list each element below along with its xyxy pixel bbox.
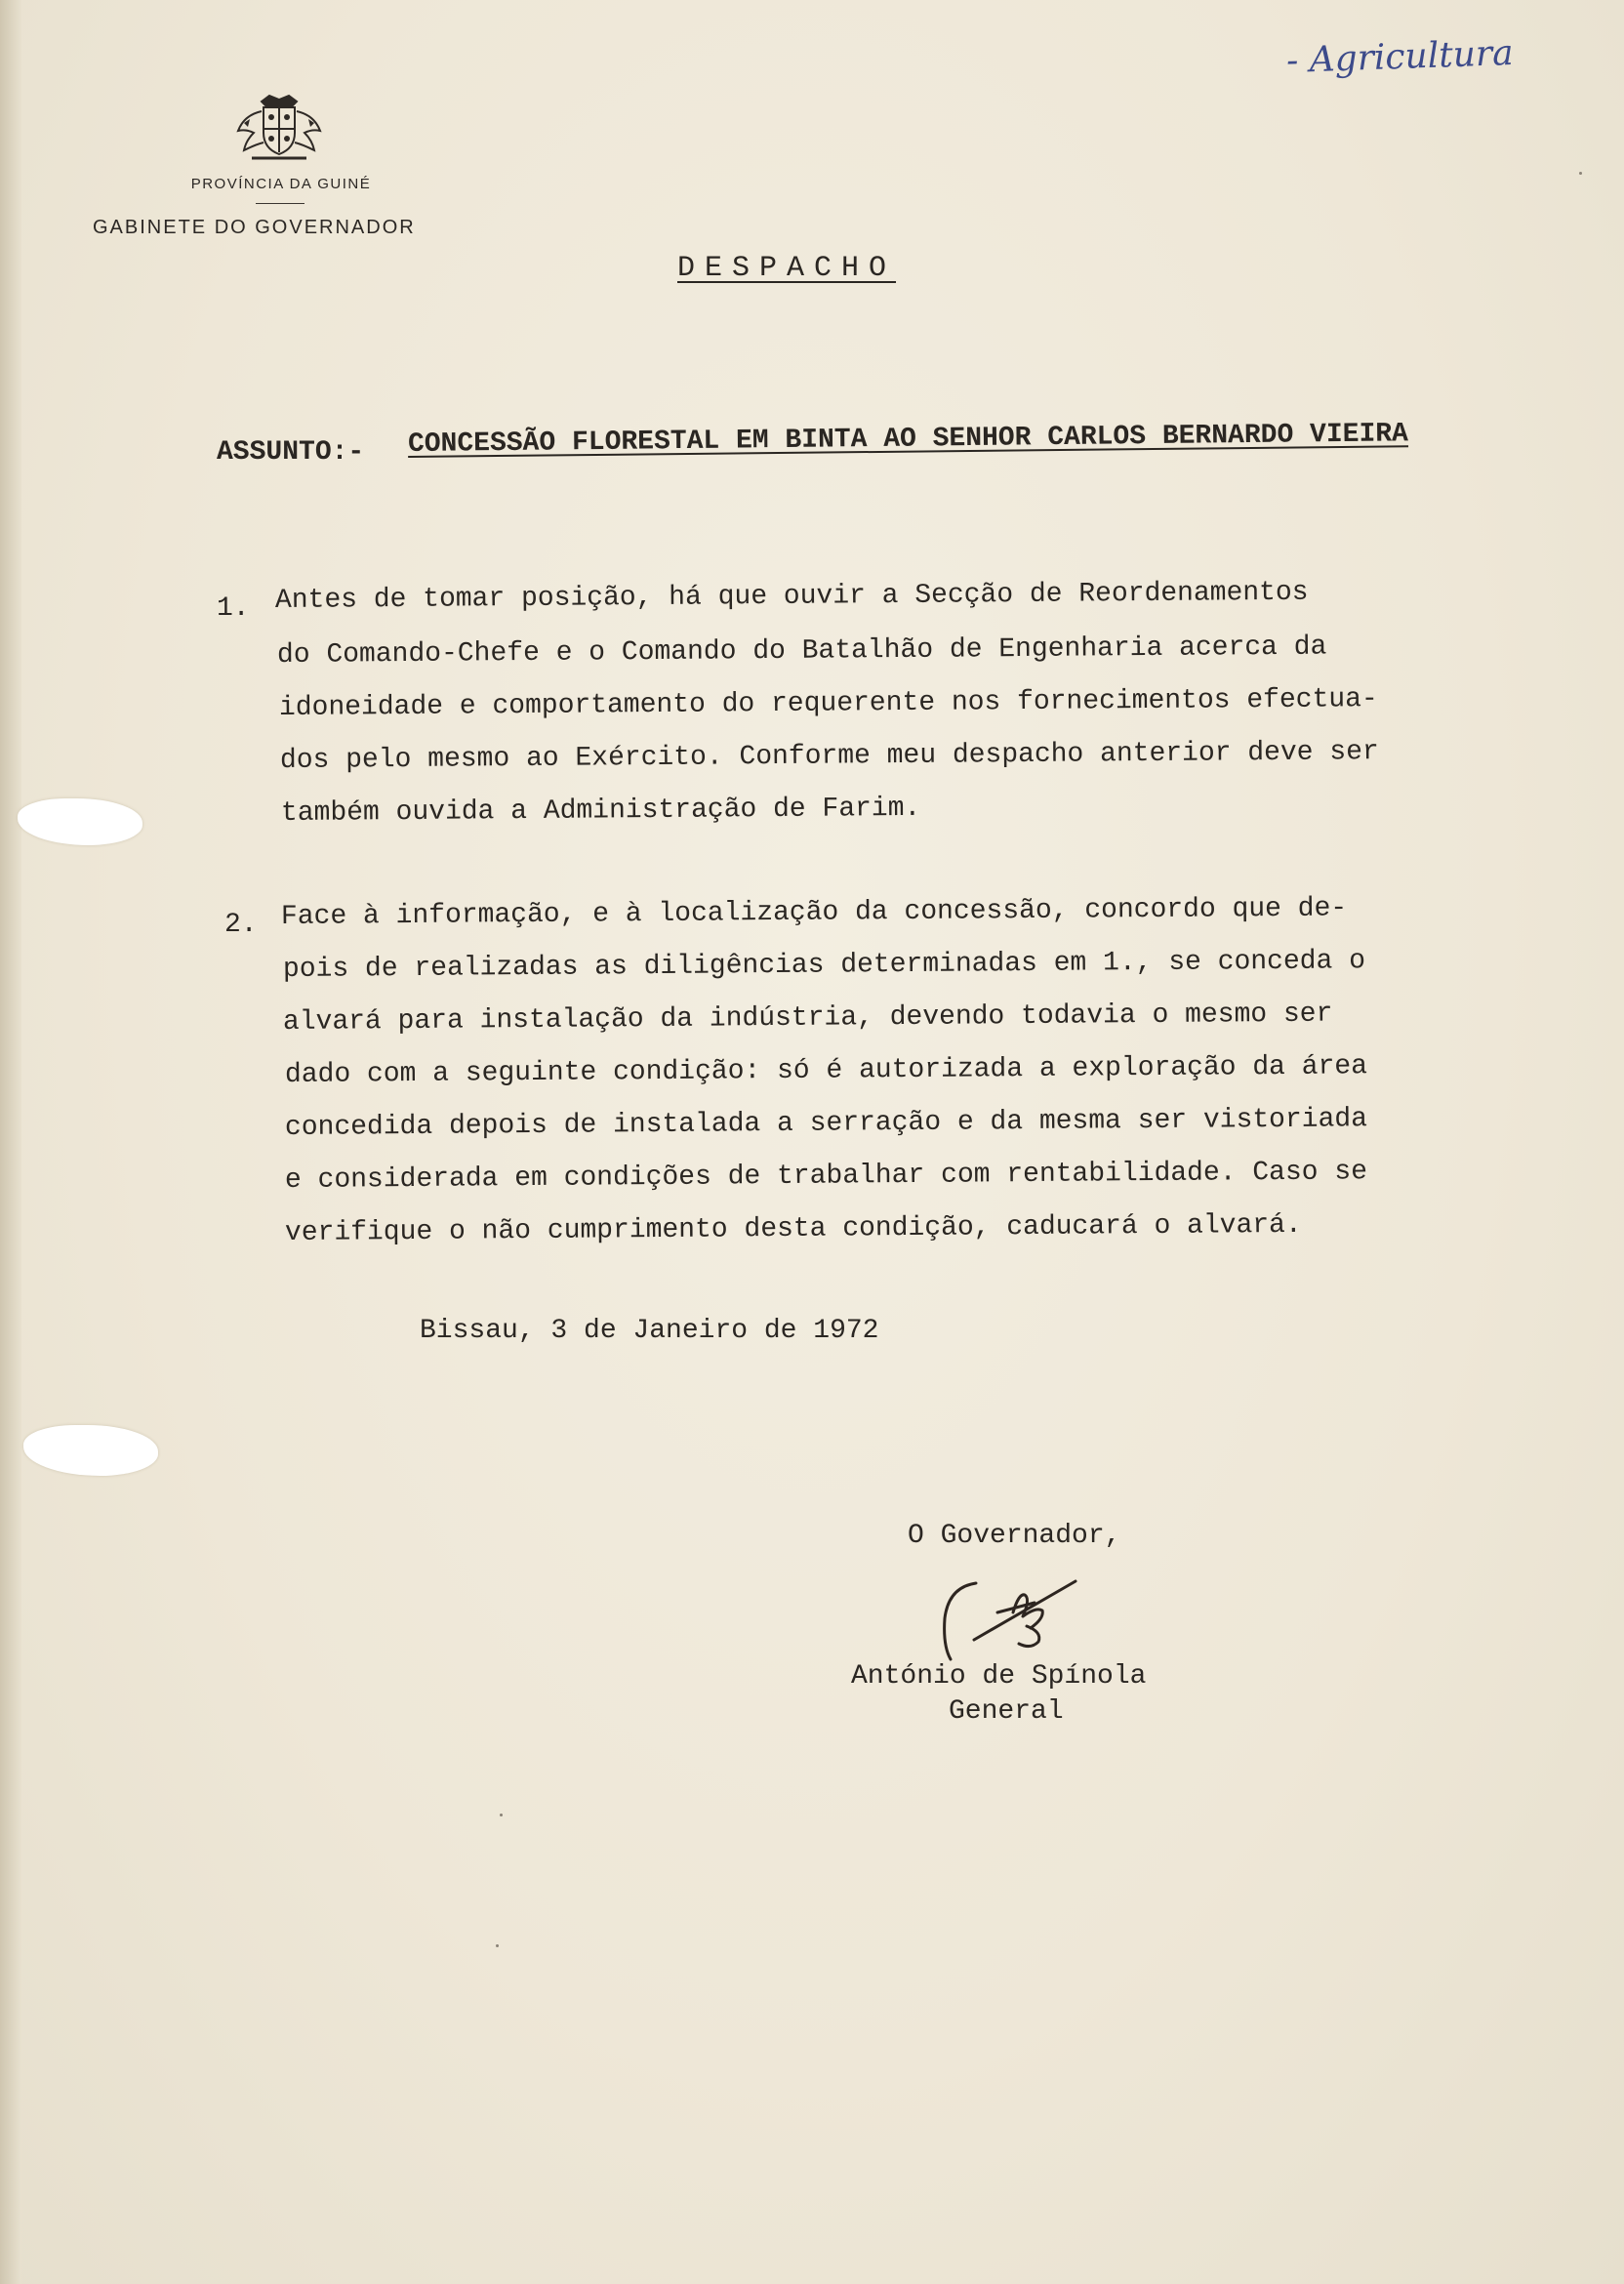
paragraph-line: dos pelo mesmo ao Exército. Conforme meu despacho anterior deve ser xyxy=(279,737,1379,776)
handwritten-annotation: - Agricultura xyxy=(1285,32,1515,82)
paragraph-number: 2. xyxy=(224,910,258,940)
paragraph-line: alvará para instalação da indústria, devendo todavia o mesmo ser xyxy=(282,999,1333,1038)
paragraph-line: dado com a seguinte condição: só é autorizada a exploração da área xyxy=(284,1051,1368,1090)
coat-of-arms-icon xyxy=(232,94,326,166)
paragraph-line: pois de realizadas as diligências determinadas em 1., se conceda o xyxy=(282,946,1366,985)
paper-speck xyxy=(500,1814,503,1816)
province-name: PROVÍNCIA DA GUINÉ xyxy=(190,176,372,192)
signatory-rank: General xyxy=(949,1696,1064,1727)
paragraph-number: 1. xyxy=(217,593,250,624)
paragraph-line: e considerada em condições de trabalhar com rentabilidade. Caso se xyxy=(284,1157,1368,1196)
document-title: DESPACHO xyxy=(677,252,897,285)
paragraph-line: Antes de tomar posição, há que ouvir a Secção de Reordenamentos xyxy=(274,577,1309,616)
paper-speck xyxy=(496,1944,499,1947)
office-name: GABINETE DO GOVERNADOR xyxy=(93,217,416,238)
paragraph-line: verifique o não cumprimento desta condição, caducará o alvará. xyxy=(284,1209,1302,1248)
letterhead-divider xyxy=(256,203,304,204)
subject-label: ASSUNTO:- xyxy=(217,437,365,468)
paragraph-line: idoneidade e comportamento do requerente nos fornecimentos efectua- xyxy=(278,684,1378,723)
subject-text: CONCESSÃO FLORESTAL EM BINTA AO SENHOR CARLOS BERNARDO VIEIRA xyxy=(407,419,1409,460)
paragraph-line: concedida depois de instalada a serração e da mesma ser vistoriada xyxy=(284,1104,1368,1143)
document-date: Bissau, 3 de Janeiro de 1972 xyxy=(420,1316,879,1346)
paper-edge xyxy=(0,0,21,2284)
punch-hole-bottom xyxy=(23,1425,158,1476)
paragraph-line: do Comando-Chefe e o Comando do Batalhão de Engenharia acerca da xyxy=(276,632,1327,671)
paragraph-line: também ouvida a Administração de Farim. xyxy=(280,793,921,829)
paragraph-line: Face à informação, e à localização da concessão, concordo que de- xyxy=(280,893,1348,932)
paper-speck xyxy=(1579,172,1582,175)
closing-line: O Governador, xyxy=(908,1521,1121,1551)
signatory-name: António de Spínola xyxy=(851,1661,1147,1692)
punch-hole-top xyxy=(18,798,142,845)
